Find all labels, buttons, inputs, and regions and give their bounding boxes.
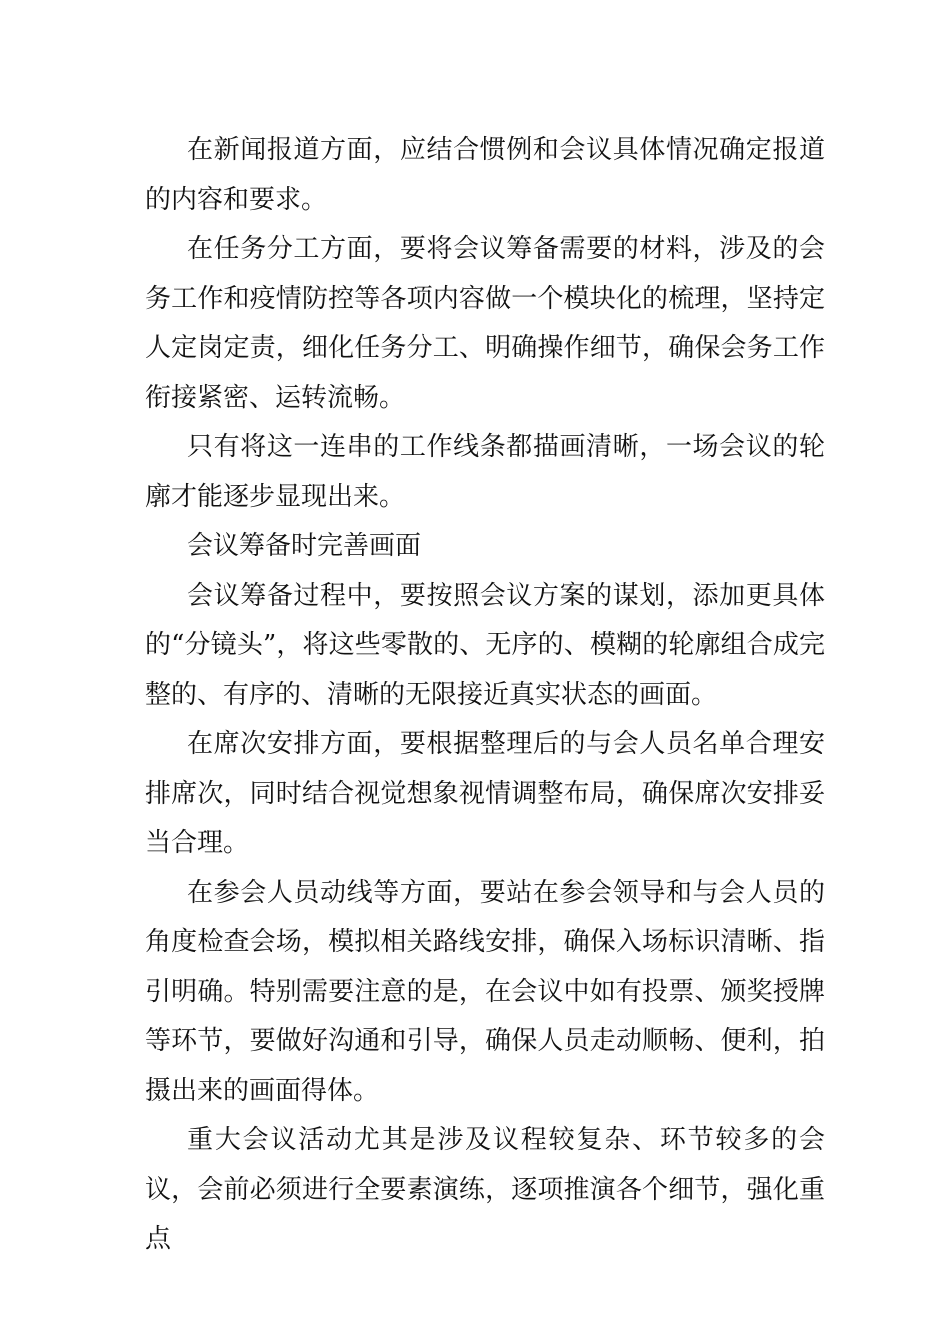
section-heading: 会议筹备时完善画面	[187, 531, 422, 561]
paragraph-rehearsal: 重大会议活动尤其是涉及议程较复杂、环节较多的会议，会前必须进行全要素演练，逐项推演各个细节，强化重点	[145, 1125, 825, 1254]
paragraph-preparation: 会议筹备过程中，要按照会议方案的谋划，添加更具体的“分镜头”，将这些零散的、无序的、模糊的轮廓组合成完整的、有序的、清晰的无限接近真实状态的画面。	[145, 580, 825, 710]
paragraph-seating: 在席次安排方面，要根据整理后的与会人员名单合理安排席次，同时结合视觉想象视情调整布局，确保席次安排妥当合理。	[145, 729, 825, 858]
document-body	[145, 126, 825, 1265]
paragraph-outline: 只有将这一连串的工作线条都描画清晰，一场会议的轮廓才能逐步显现出来。	[145, 432, 825, 512]
paragraph-movement-lines: 在参会人员动线等方面，要站在参会领导和与会人员的角度检查会场，模拟相关路线安排，确保入场标识清晰、指引明确。特别需要注意的是，在会议中如有投票、颁奖授牌等环节，要做好沟通和引导，确保人员走动顺畅、便利，拍摄出来的画面得体。	[145, 877, 825, 1106]
paragraph-task-division: 在任务分工方面，要将会议筹备需要的材料，涉及的会务工作和疫情防控等各项内容做一个模块化的梳理，坚持定人定岗定责，细化任务分工、明确操作细节，确保会务工作衔接紧密、运转流畅。	[145, 234, 825, 413]
paragraph-news-reporting: 在新闻报道方面，应结合惯例和会议具体情况确定报道的内容和要求。	[145, 135, 825, 215]
